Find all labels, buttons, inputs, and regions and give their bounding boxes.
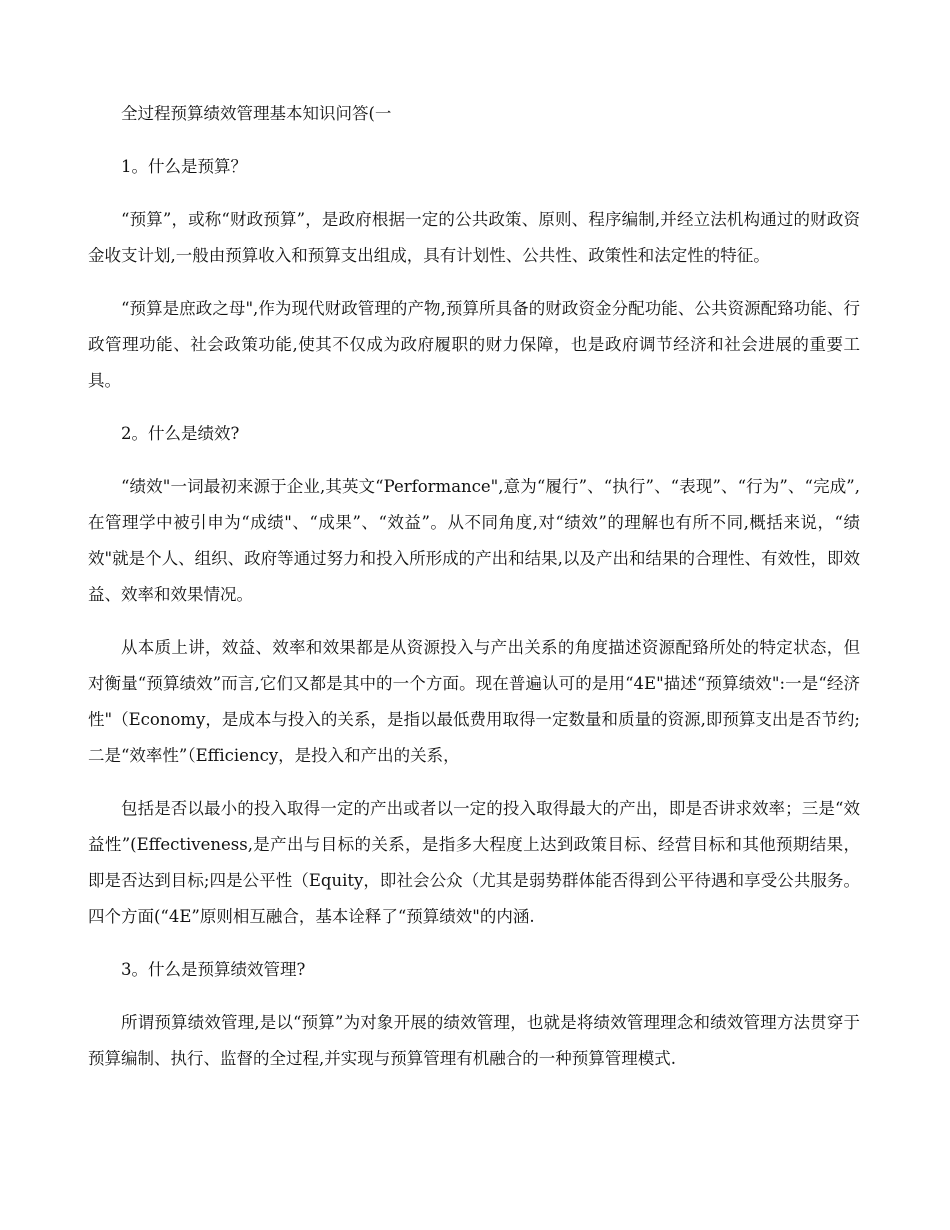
paragraph: “预算”，或称“财政预算”，是政府根据一定的公共政策、原则、程序编制,并经立法机构通过的财政资金收支计划,一般由预算收入和预算支出组成，具有计划性、公共性、政策性和法定性的特征。 <box>88 210 860 265</box>
paragraph: “预算是庶政之母",作为现代财政管理的产物,预算所具备的财政资金分配功能、公共资源配臵功能、行政管理功能、社会政策功能,使其不仅成为政府履职的财力保障，也是政府调节经济和社会进展的重要工具。 <box>88 299 860 390</box>
document-title: 全过程预算绩效管理基本知识问答(一 <box>121 104 392 123</box>
section-heading-2: 2。什么是绩效? <box>121 424 240 443</box>
section-heading-3: 3。什么是预算绩效管理? <box>121 960 306 979</box>
paragraph: “绩效"一词最初来源于企业,其英文“Performance",意为“履行”、“执行”、“表现”、“行为”、“完成”,在管理学中被引申为“成绩"、“成果”、“效益”。从不同角度,对“绩效”的理解也有所不同,概括来说，“绩效"就是个人、组织、政府等通过努力和投入所形成的产出和结果,以及产出和结果的合理性、有效性，即效益、效率和效果情况。 <box>88 477 860 604</box>
paragraph: 从本质上讲，效益、效率和效果都是从资源投入与产出关系的角度描述资源配臵所处的特定状态，但对衡量“预算绩效”而言,它们又都是其中的一个方面。现在普遍认可的是用“4E"描述“预算绩效":一是“经济性"（Economy，是成本与投入的关系，是指以最低费用取得一定数量和质量的资源,即预算支出是否节约;二是“效率性”（Efficiency，是投入和产出的关系， <box>88 638 860 765</box>
paragraph: 所谓预算绩效管理,是以“预算”为对象开展的绩效管理，也就是将绩效管理理念和绩效管理方法贯穿于预算编制、执行、监督的全过程,并实现与预算管理有机融合的一种预算管理模式. <box>88 1013 860 1068</box>
document-body <box>88 96 860 1094</box>
section-heading-1: 1。什么是预算？ <box>121 157 247 176</box>
paragraph: 包括是否以最小的投入取得一定的产出或者以一定的投入取得最大的产出，即是否讲求效率；三是“效益性”(Effectiveness,是产出与目标的关系，是指多大程度上达到政策目标、经营目标和其他预期结果，即是否达到目标;四是公平性（Equity，即社会公众（尤其是弱势群体能否得到公平待遇和享受公共服务。四个方面(“4E”原则相互融合，基本诠释了“预算绩效"的内涵. <box>88 799 860 926</box>
